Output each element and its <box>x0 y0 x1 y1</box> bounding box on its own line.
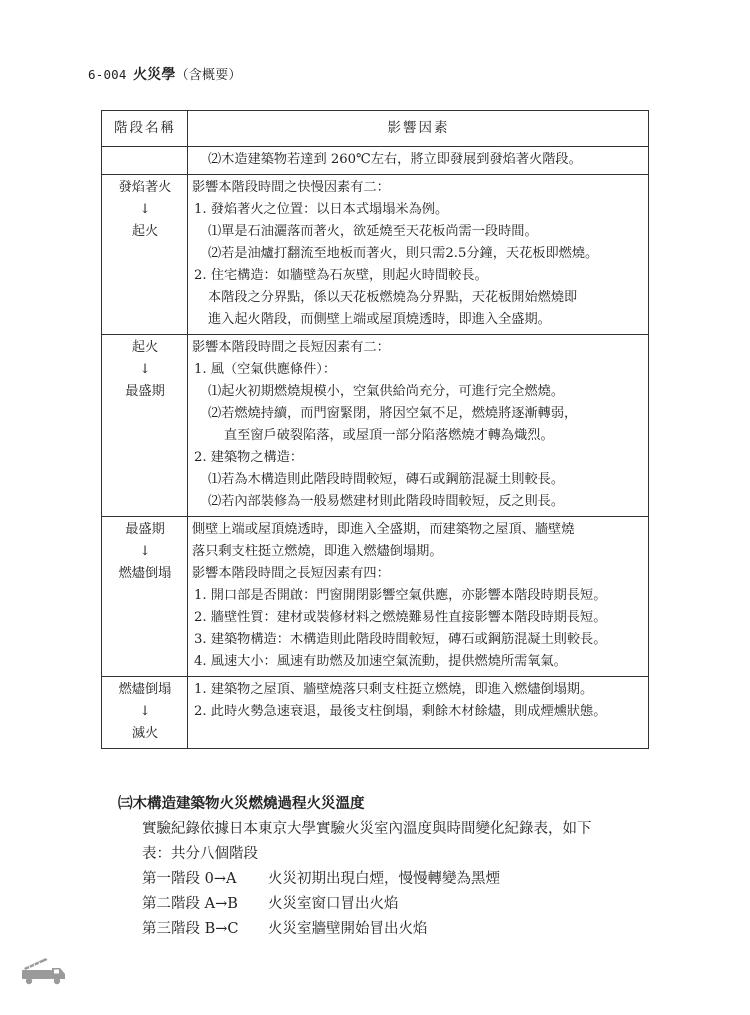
stage-step-text: 火災室牆壁開始冒出火焰 <box>268 921 428 937</box>
fire-stages-table <box>101 110 649 749</box>
factor-line: ⑴起火初期燃燒規模小，空氣供給尚充分，可進行完全燃燒。 <box>208 384 565 399</box>
factor-line: 4. 風速大小：風速有助燃及加速空氣流動，提供燃燒所需氧氣。 <box>194 654 567 669</box>
wood-fire-temperature-section <box>118 792 592 942</box>
factor-line: 影響本階段時間之快慢因素有二： <box>192 180 390 195</box>
down-arrow-icon: ↓ <box>139 362 151 377</box>
stage-name-text: 滅火 <box>131 726 159 741</box>
table-header-row <box>102 111 649 147</box>
section-title: ㈢木構造建築物火災燃燒過程火災溫度 <box>118 796 365 812</box>
table-row <box>102 335 649 517</box>
table-body <box>102 147 649 749</box>
factor-line: 直至窗戶破裂陷落，或屋頂一部分陷落燃燒才轉為熾烈。 <box>224 428 554 443</box>
factor-line: 3. 建築物構造：木構造則此階段時間較短，磚石或鋼筋混凝土則較長。 <box>194 632 607 647</box>
factor-line: 側壁上端或屋頂燒透時，即進入全盛期，而建築物之屋頂、牆壁燒 <box>192 522 575 537</box>
stage-name-cell <box>102 147 188 175</box>
col-stage-header: 階段名稱 <box>102 111 188 147</box>
stage-name-cell <box>102 335 188 517</box>
factor-line: ⑴單是石油灑落而著火，欲延燒至天花板尚需一段時間。 <box>208 224 538 239</box>
page-title: 火災學 <box>132 67 176 83</box>
down-arrow-icon: ↓ <box>139 704 151 719</box>
down-arrow-icon: ↓ <box>139 202 151 217</box>
page-subtitle: （含概要） <box>175 68 242 83</box>
factors-cell <box>188 517 649 677</box>
stage-name-text: 發焰著火 <box>118 180 172 195</box>
factor-line: 進入起火階段，而側壁上端或屋頂燒透時，即進入全盛期。 <box>208 312 551 327</box>
table-row <box>102 517 649 677</box>
stage-name-cell <box>102 517 188 677</box>
fire-truck-icon <box>20 956 68 990</box>
stage-step <box>118 867 592 892</box>
factor-line: 本階段之分界點，係以天花板燃燒為分界點，天花板開始燃燒即 <box>208 290 578 305</box>
stage-name-text: 最盛期 <box>125 384 165 399</box>
stage-step <box>118 892 592 917</box>
factor-line: ⑵若燃燒持續，而門窗緊閉，將因空氣不足，燃燒將逐漸轉弱， <box>208 406 578 421</box>
factors-cell <box>188 335 649 517</box>
factor-line: ⑵木造建築物若達到 260℃左右，將立即發展到發焰著火階段。 <box>208 152 582 167</box>
factor-line: 1. 開口部是否開啟：門窗開閉影響空氣供應，亦影響本階段時期長短。 <box>194 588 607 603</box>
section-intro-line-2: 表：共分八個階段 <box>142 846 258 862</box>
stage-name-text: 起火 <box>131 340 159 355</box>
factor-line: 1. 發焰著火之位置：以日本式塌塌米為例。 <box>194 202 449 217</box>
stage-step-text: 火災初期出現白煙，慢慢轉變為黑煙 <box>268 871 500 887</box>
factor-line: 2. 此時火勢急速衰退，最後支柱倒塌，剩餘木材餘燼，則成煙燻狀態。 <box>194 704 607 719</box>
factor-line: 影響本階段時間之長短因素有四： <box>192 566 390 581</box>
page-code: 6-004 <box>88 67 127 82</box>
stage-name-text <box>106 149 184 171</box>
factor-line: 1. 風（空氣供應條件）： <box>194 362 337 377</box>
section-intro-line-1: 實驗紀錄依據日本東京大學實驗火災室內溫度與時間變化紀錄表，如下 <box>142 821 592 837</box>
stage-list <box>118 867 592 942</box>
stage-name-cell <box>102 175 188 335</box>
down-arrow-icon: ↓ <box>139 544 151 559</box>
table-row <box>102 147 649 175</box>
factor-line: 2. 建築物之構造： <box>194 450 304 465</box>
factors-cell <box>188 147 649 175</box>
stage-name-cell <box>102 677 188 749</box>
stage-name-text: 燃燼倒塌 <box>118 682 172 697</box>
stage-step-label: 第一階段 0→A <box>142 871 237 887</box>
stage-name-text: 起火 <box>131 224 159 239</box>
page-header <box>88 64 242 84</box>
factor-line: 1. 建築物之屋頂、牆壁燒落只剩支柱挺立燃燒，即進入燃燼倒塌期。 <box>194 682 594 697</box>
factor-line: 落只剩支柱挺立燃燒，即進入燃燼倒塌期。 <box>192 544 443 559</box>
factor-line: 2. 牆壁性質：建材或裝修材料之燃燒難易性直接影響本階段時期長短。 <box>194 610 607 625</box>
factor-line: ⑴若為木構造則此階段時間較短，磚石或鋼筋混凝土則較長。 <box>208 472 565 487</box>
factor-line: ⑵若是油爐打翻流至地板而著火，則只需2.5分鐘，天花板即燃燒。 <box>208 246 599 261</box>
factor-line: 影響本階段時間之長短因素有二： <box>192 340 390 355</box>
table-row <box>102 175 649 335</box>
stage-step-text: 火災室窗口冒出火焰 <box>268 896 399 912</box>
factors-cell <box>188 175 649 335</box>
table-row <box>102 677 649 749</box>
col-factors-header: 影響因素 <box>188 111 649 147</box>
factors-cell <box>188 677 649 749</box>
stage-step-label: 第三階段 B→C <box>142 921 239 937</box>
stage-step-label: 第二階段 A→B <box>142 896 238 912</box>
factor-line: 2. 住宅構造：如牆壁為石灰壁，則起火時間較長。 <box>194 268 488 283</box>
stage-step <box>118 917 592 942</box>
stage-name-text: 最盛期 <box>125 522 165 537</box>
stage-name-text: 燃燼倒塌 <box>118 566 172 581</box>
factor-line: ⑵若內部裝修為一般易燃建材則此階段時間較短，反之則長。 <box>208 494 565 509</box>
